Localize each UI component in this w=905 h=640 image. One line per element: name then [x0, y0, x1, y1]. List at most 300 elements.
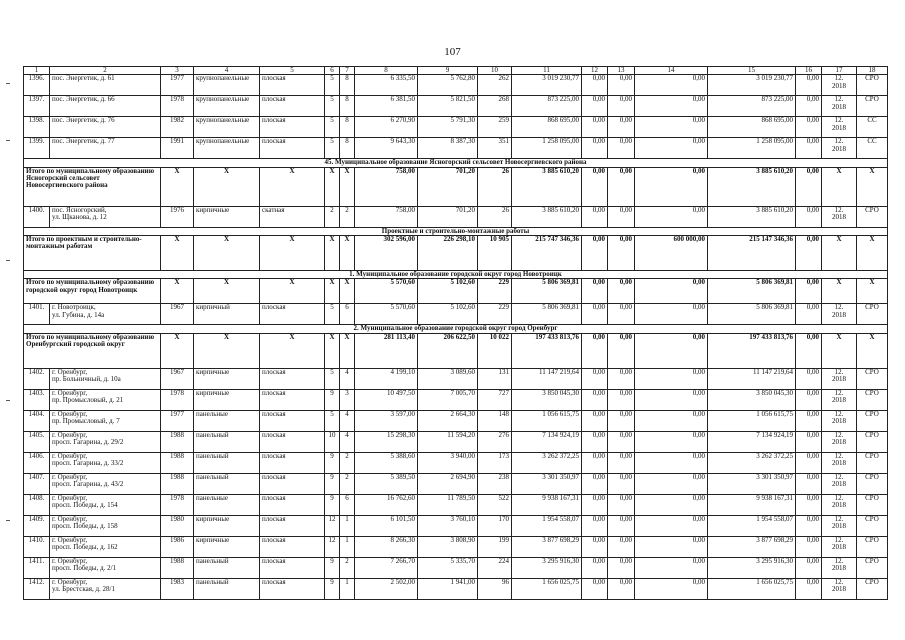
table-cell: 3 885 610,20 [512, 206, 582, 227]
table-cell: 12. 2018 [822, 578, 857, 599]
table-cell: 3 019 230,77 [512, 75, 582, 96]
table-cell: 12. 2018 [822, 536, 857, 557]
total-row [24, 236, 888, 271]
column-number: 15 [708, 67, 796, 75]
table-cell: 0,00 [796, 536, 822, 557]
table-row [24, 557, 888, 578]
table-cell: СРО [857, 557, 888, 578]
total-label: Итого по проектным и строительно-монтажным работам [24, 236, 161, 271]
table-cell: 224 [478, 557, 512, 578]
column-number: 7 [340, 67, 355, 75]
total-cell: 0,00 [582, 279, 608, 304]
column-number: 11 [512, 67, 582, 75]
table-cell: 5 [325, 117, 340, 138]
table-cell: 1980 [161, 515, 194, 536]
table-cell: 1 [340, 536, 355, 557]
table-cell: 1 656 025,75 [708, 578, 796, 599]
table-cell: кирпичные [194, 515, 260, 536]
table-cell: 1977 [161, 410, 194, 431]
row-number: 1402. [24, 368, 50, 389]
table-cell: 5 [325, 96, 340, 117]
total-cell: X [325, 333, 340, 368]
row-number: 1403. [24, 389, 50, 410]
table-cell: 0,00 [635, 452, 708, 473]
table-cell: 0,00 [635, 206, 708, 227]
table-cell: 259 [478, 117, 512, 138]
table-cell: плоская [260, 515, 325, 536]
total-cell: 5 806 369,81 [512, 279, 582, 304]
table-cell: 701,20 [418, 206, 478, 227]
total-cell: 0,00 [635, 167, 708, 206]
total-label: Итого по муниципальному образованию Ясногорский сельсовет Новосергиевского района [24, 167, 161, 206]
table-cell: 1 954 558,07 [708, 515, 796, 536]
table-cell: СС [857, 138, 888, 159]
table-cell: 758,00 [355, 206, 418, 227]
table-cell: плоская [260, 304, 325, 325]
margin-mark [6, 520, 10, 521]
total-cell: X [857, 167, 888, 206]
row-number: 1410. [24, 536, 50, 557]
table-cell: 0,00 [796, 557, 822, 578]
table-cell: 8 [340, 96, 355, 117]
table-cell: 9 [325, 494, 340, 515]
table-cell: 3 877 698,29 [708, 536, 796, 557]
table-cell: 0,00 [582, 75, 608, 96]
register-table [23, 66, 888, 600]
total-cell: 302 596,00 [355, 236, 418, 271]
total-cell: 3 885 610,20 [708, 167, 796, 206]
table-cell: панельный [194, 431, 260, 452]
total-cell: X [822, 236, 857, 271]
table-row [24, 431, 888, 452]
table-row [24, 578, 888, 599]
row-number: 1404. [24, 410, 50, 431]
table-cell: 0,00 [635, 117, 708, 138]
table-cell: 12. 2018 [822, 410, 857, 431]
table-cell: 1 954 558,07 [512, 515, 582, 536]
table-cell: 0,00 [635, 578, 708, 599]
table-cell: 1 [340, 578, 355, 599]
section-title: Проектные и строительно-монтажные работы [24, 227, 888, 235]
row-number: 1408. [24, 494, 50, 515]
total-cell: 0,00 [608, 167, 635, 206]
address-cell: г. Оренбург, просп. Гагарина, д. 43/2 [50, 473, 161, 494]
table-cell: панельные [194, 410, 260, 431]
table-cell: плоская [260, 536, 325, 557]
table-cell: 8 [340, 138, 355, 159]
row-number: 1406. [24, 452, 50, 473]
table-cell: 0,00 [582, 138, 608, 159]
table-row [24, 410, 888, 431]
table-cell: 26 [478, 206, 512, 227]
total-cell: 3 885 610,20 [512, 167, 582, 206]
table-cell: 0,00 [608, 117, 635, 138]
table-cell: 3 597,00 [355, 410, 418, 431]
table-cell: 0,00 [796, 117, 822, 138]
column-number: 1 [24, 67, 50, 75]
address-cell: г. Оренбург, просп. Гагарина, д. 33/2 [50, 452, 161, 473]
total-cell: 0,00 [796, 333, 822, 368]
table-cell: 6 270,90 [355, 117, 418, 138]
address-cell: пос. Энергетик, д. 61 [50, 75, 161, 96]
table-cell: 0,00 [635, 75, 708, 96]
table-cell: 9 938 167,31 [708, 494, 796, 515]
table-cell: плоская [260, 138, 325, 159]
total-cell: 0,00 [608, 279, 635, 304]
table-cell: 12. 2018 [822, 389, 857, 410]
column-number: 5 [260, 67, 325, 75]
table-cell: 0,00 [582, 389, 608, 410]
table-row [24, 389, 888, 410]
table-cell: 8 [340, 117, 355, 138]
table-cell: СРО [857, 494, 888, 515]
table-cell: крупнопанельные [194, 138, 260, 159]
table-cell: 0,00 [582, 494, 608, 515]
table-cell: 6 335,50 [355, 75, 418, 96]
table-cell: 3 877 698,29 [512, 536, 582, 557]
address-cell: г. Оренбург, пр. Промысловый, д. 7 [50, 410, 161, 431]
row-number: 1401. [24, 304, 50, 325]
table-cell: 0,00 [608, 96, 635, 117]
table-cell: 12. 2018 [822, 557, 857, 578]
table-cell: 7 134 924,19 [512, 431, 582, 452]
table-cell: 3 885 610,20 [708, 206, 796, 227]
total-cell: 206 622,50 [418, 333, 478, 368]
total-cell: X [260, 236, 325, 271]
address-cell: г. Оренбург, просп. Победы, д. 158 [50, 515, 161, 536]
column-number: 4 [194, 67, 260, 75]
table-cell: плоская [260, 389, 325, 410]
table-cell: 3 301 350,97 [512, 473, 582, 494]
page-number: 107 [444, 46, 461, 58]
table-cell: 5 [325, 368, 340, 389]
table-cell: 1982 [161, 117, 194, 138]
table-cell: 1988 [161, 473, 194, 494]
total-cell: 215 147 346,36 [708, 236, 796, 271]
table-cell: 9 643,30 [355, 138, 418, 159]
table-cell: 0,00 [608, 452, 635, 473]
total-cell: 229 [478, 279, 512, 304]
table-cell: 0,00 [608, 410, 635, 431]
table-row [24, 536, 888, 557]
table-row [24, 515, 888, 536]
table-cell: 0,00 [582, 368, 608, 389]
table-cell: 1976 [161, 206, 194, 227]
column-number: 2 [50, 67, 161, 75]
column-number: 13 [608, 67, 635, 75]
table-cell: 0,00 [608, 206, 635, 227]
row-number: 1399. [24, 138, 50, 159]
table-cell: 12. 2018 [822, 494, 857, 515]
table-cell: 12. 2018 [822, 452, 857, 473]
table-cell: 5 570,60 [355, 304, 418, 325]
table-cell: 351 [478, 138, 512, 159]
table-cell: 1978 [161, 96, 194, 117]
table-cell: 6 101,50 [355, 515, 418, 536]
table-cell: 0,00 [796, 431, 822, 452]
table-cell: 2 502,00 [355, 578, 418, 599]
table-cell: панельный [194, 578, 260, 599]
table-cell: плоская [260, 557, 325, 578]
column-number: 14 [635, 67, 708, 75]
address-cell: г. Оренбург, просп. Гагарина, д. 29/2 [50, 431, 161, 452]
table-cell: 3 [340, 389, 355, 410]
table-cell: 1977 [161, 75, 194, 96]
table-cell: кирпичные [194, 536, 260, 557]
margin-mark [6, 140, 10, 141]
column-number: 3 [161, 67, 194, 75]
row-number: 1398. [24, 117, 50, 138]
table-cell: 11 594,20 [418, 431, 478, 452]
table-cell: 0,00 [796, 494, 822, 515]
table-cell: 5 806 369,81 [512, 304, 582, 325]
table-cell: 5 [325, 304, 340, 325]
total-cell: X [161, 333, 194, 368]
table-cell: плоская [260, 578, 325, 599]
total-cell: 758,00 [355, 167, 418, 206]
table-cell: 5 821,50 [418, 96, 478, 117]
column-number: 18 [857, 67, 888, 75]
table-cell: 1983 [161, 578, 194, 599]
total-cell: 0,00 [635, 333, 708, 368]
table-cell: 2 694,90 [418, 473, 478, 494]
table-cell: 2 [340, 206, 355, 227]
table-cell: 0,00 [796, 304, 822, 325]
table-cell: СРО [857, 452, 888, 473]
row-number: 1405. [24, 431, 50, 452]
table-cell: 0,00 [608, 473, 635, 494]
table-cell: 0,00 [635, 515, 708, 536]
total-label: Итого по муниципальному образованию городской округ город Новотроицк [24, 279, 161, 304]
table-cell: 5 791,30 [418, 117, 478, 138]
address-cell: г. Оренбург, ул. Брестская, д. 28/1 [50, 578, 161, 599]
total-cell: 197 433 813,76 [708, 333, 796, 368]
column-number: 9 [418, 67, 478, 75]
table-cell: 0,00 [635, 557, 708, 578]
table-cell: 0,00 [608, 431, 635, 452]
total-cell: X [260, 333, 325, 368]
table-cell: 0,00 [635, 304, 708, 325]
table-cell: 229 [478, 304, 512, 325]
table-cell: 0,00 [582, 206, 608, 227]
table-cell: 1967 [161, 304, 194, 325]
table-cell: панельный [194, 452, 260, 473]
table-cell: 0,00 [635, 138, 708, 159]
table-cell: 10 [325, 431, 340, 452]
table-cell: 2 [325, 206, 340, 227]
table-cell: 4 [340, 368, 355, 389]
table-cell: 9 938 167,31 [512, 494, 582, 515]
address-cell: г. Новотроицк, ул. Губина, д. 14а [50, 304, 161, 325]
table-cell: 15 298,30 [355, 431, 418, 452]
table-cell: СРО [857, 304, 888, 325]
table-cell: 96 [478, 578, 512, 599]
row-number: 1411. [24, 557, 50, 578]
column-number-row [24, 67, 888, 75]
table-cell: 0,00 [582, 304, 608, 325]
table-cell: 10 497,50 [355, 389, 418, 410]
table-cell: 8 387,30 [418, 138, 478, 159]
table-row [24, 494, 888, 515]
table-cell: 9 [325, 452, 340, 473]
table-cell: 5 102,60 [418, 304, 478, 325]
table-cell: плоская [260, 494, 325, 515]
table-cell: 12. 2018 [822, 431, 857, 452]
table-cell: 0,00 [796, 368, 822, 389]
address-cell: пос. Энергетик, д. 66 [50, 96, 161, 117]
table-cell: 1986 [161, 536, 194, 557]
table-cell: 5 806 369,81 [708, 304, 796, 325]
table-cell: 522 [478, 494, 512, 515]
table-cell: 12 [325, 515, 340, 536]
table-cell: 1978 [161, 494, 194, 515]
table-cell: 2 664,30 [418, 410, 478, 431]
table-cell: 727 [478, 389, 512, 410]
table-cell: 0,00 [608, 494, 635, 515]
table-cell: 5 [325, 410, 340, 431]
table-cell: 0,00 [608, 138, 635, 159]
total-cell: X [857, 333, 888, 368]
table-cell: 0,00 [608, 536, 635, 557]
table-cell: 12. 2018 [822, 96, 857, 117]
table-cell: 3 089,60 [418, 368, 478, 389]
table-cell: 12. 2018 [822, 75, 857, 96]
table-cell: 1 258 095,00 [708, 138, 796, 159]
table-cell: 2 [340, 473, 355, 494]
total-cell: 0,00 [582, 236, 608, 271]
total-cell: 197 433 813,76 [512, 333, 582, 368]
address-cell: г. Оренбург, просп. Победы, д. 154 [50, 494, 161, 515]
table-cell: 0,00 [608, 368, 635, 389]
table-cell: плоская [260, 473, 325, 494]
address-cell: г. Оренбург, просп. Победы, д. 2/1 [50, 557, 161, 578]
table-cell: 1 656 025,75 [512, 578, 582, 599]
section-header-row [24, 159, 888, 167]
table-cell: 0,00 [796, 452, 822, 473]
total-cell: X [822, 167, 857, 206]
total-cell: X [822, 279, 857, 304]
row-number: 1400. [24, 206, 50, 227]
table-cell: плоская [260, 431, 325, 452]
table-cell: 4 199,10 [355, 368, 418, 389]
table-cell: 1978 [161, 389, 194, 410]
row-number: 1396. [24, 75, 50, 96]
table-cell: 7 134 924,19 [708, 431, 796, 452]
address-cell: пос. Ясногорский, ул. Щканова, д. 12 [50, 206, 161, 227]
total-cell: 5 102,60 [418, 279, 478, 304]
table-cell: панельный [194, 473, 260, 494]
table-cell: 12. 2018 [822, 304, 857, 325]
table-cell: СРО [857, 578, 888, 599]
table-cell: 0,00 [635, 96, 708, 117]
table-cell: 3 760,10 [418, 515, 478, 536]
total-cell: X [194, 333, 260, 368]
table-row [24, 304, 888, 325]
table-cell: крупнопанельные [194, 96, 260, 117]
table-cell: 0,00 [608, 389, 635, 410]
table-cell: 868 695,00 [708, 117, 796, 138]
section-title: 1. Муниципальное образование городской округ город Новотроицк [24, 271, 888, 279]
table-cell: кирпичные [194, 368, 260, 389]
table-row [24, 206, 888, 227]
table-cell: 0,00 [796, 389, 822, 410]
table-cell: 12. 2018 [822, 206, 857, 227]
table-cell: 3 262 372,25 [512, 452, 582, 473]
total-cell: 26 [478, 167, 512, 206]
total-cell: 0,00 [796, 279, 822, 304]
total-cell: X [194, 279, 260, 304]
column-number: 8 [355, 67, 418, 75]
table-cell: кирпичные [194, 206, 260, 227]
address-cell: пос. Энергетик, д. 77 [50, 138, 161, 159]
table-cell: 5 [325, 138, 340, 159]
section-header-row [24, 227, 888, 235]
address-cell: г. Оренбург, пр. Промысловый, д. 21 [50, 389, 161, 410]
table-cell: 0,00 [582, 431, 608, 452]
table-cell: 9 [325, 578, 340, 599]
total-cell: 5 570,60 [355, 279, 418, 304]
margin-mark [6, 260, 10, 261]
table-cell: кирпичный [194, 304, 260, 325]
total-row [24, 279, 888, 304]
table-cell: 3 262 372,25 [708, 452, 796, 473]
margin-mark [6, 83, 10, 84]
table-cell: 0,00 [582, 410, 608, 431]
table-cell: 1 258 095,00 [512, 138, 582, 159]
table-cell: 11 147 219,64 [708, 368, 796, 389]
table-cell: 0,00 [608, 304, 635, 325]
table-cell: 8 [340, 75, 355, 96]
table-cell: 0,00 [796, 138, 822, 159]
table-cell: 12 [325, 536, 340, 557]
column-number: 12 [582, 67, 608, 75]
total-cell: X [260, 279, 325, 304]
total-cell: X [161, 167, 194, 206]
table-cell: 0,00 [796, 410, 822, 431]
table-cell: 7 005,70 [418, 389, 478, 410]
table-cell: 0,00 [582, 117, 608, 138]
total-cell: 0,00 [635, 279, 708, 304]
table-cell: 16 762,60 [355, 494, 418, 515]
table-cell: 11 147 219,64 [512, 368, 582, 389]
table-cell: 5 335,70 [418, 557, 478, 578]
total-cell: 0,00 [608, 333, 635, 368]
table-cell: 0,00 [582, 96, 608, 117]
total-cell: 701,20 [418, 167, 478, 206]
table-cell: 199 [478, 536, 512, 557]
total-cell: X [194, 236, 260, 271]
table-cell: СРО [857, 206, 888, 227]
table-cell: 868 695,00 [512, 117, 582, 138]
table-cell: СРО [857, 75, 888, 96]
total-cell: X [822, 333, 857, 368]
column-number: 17 [822, 67, 857, 75]
total-cell: 0,00 [582, 167, 608, 206]
table-cell: плоская [260, 368, 325, 389]
address-cell: г. Оренбург, пр. Больничный, д. 10а [50, 368, 161, 389]
total-cell: 5 806 369,81 [708, 279, 796, 304]
table-cell: 0,00 [608, 557, 635, 578]
table-cell: 0,00 [635, 431, 708, 452]
table-cell: 131 [478, 368, 512, 389]
table-cell: 9 [325, 473, 340, 494]
section-header-row [24, 271, 888, 279]
table-cell: 238 [478, 473, 512, 494]
table-cell: 6 381,50 [355, 96, 418, 117]
table-cell: 3 019 230,77 [708, 75, 796, 96]
column-number: 6 [325, 67, 340, 75]
table-cell: 3 295 916,30 [708, 557, 796, 578]
